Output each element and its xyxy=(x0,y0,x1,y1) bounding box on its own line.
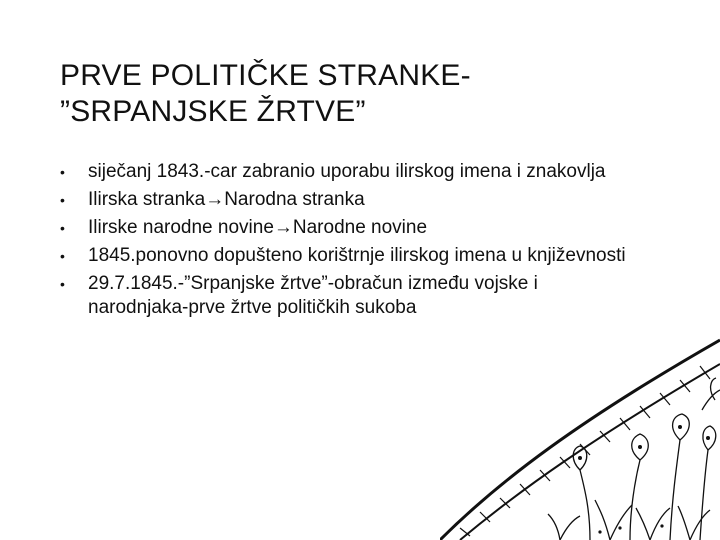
slide-title xyxy=(60,58,660,130)
bullet-text: 1845.ponovno dopušteno korištrnje ilirskog imena u književnosti xyxy=(88,245,626,266)
bullet-item xyxy=(60,160,630,184)
bullet-item xyxy=(60,188,630,212)
bullet-icon: • xyxy=(60,248,65,264)
bullet-text: Ilirske narodne novine→Narodne novine xyxy=(88,217,428,238)
bullet-icon: • xyxy=(60,164,65,180)
bullet-text: 29.7.1845.-”Srpanjske žrtve”-obračun između vojske i narodnjaka-prve žrtve političkih sukoba xyxy=(88,273,538,318)
bullet-item xyxy=(60,244,630,268)
bullet-icon: • xyxy=(60,276,65,292)
title-line-1: PRVE POLITIČKE STRANKE- xyxy=(60,59,471,92)
bullet-text: siječanj 1843.-car zabranio uporabu ilirskog imena i znakovlja xyxy=(88,161,606,182)
bullet-icon: • xyxy=(60,220,65,236)
flower-garden-illustration xyxy=(440,300,720,540)
bullet-text: Ilirska stranka→Narodna stranka xyxy=(88,189,365,210)
title-line-2: ”SRPANJSKE ŽRTVE” xyxy=(60,95,366,128)
bullet-item xyxy=(60,216,630,240)
bullet-icon: • xyxy=(60,192,65,208)
